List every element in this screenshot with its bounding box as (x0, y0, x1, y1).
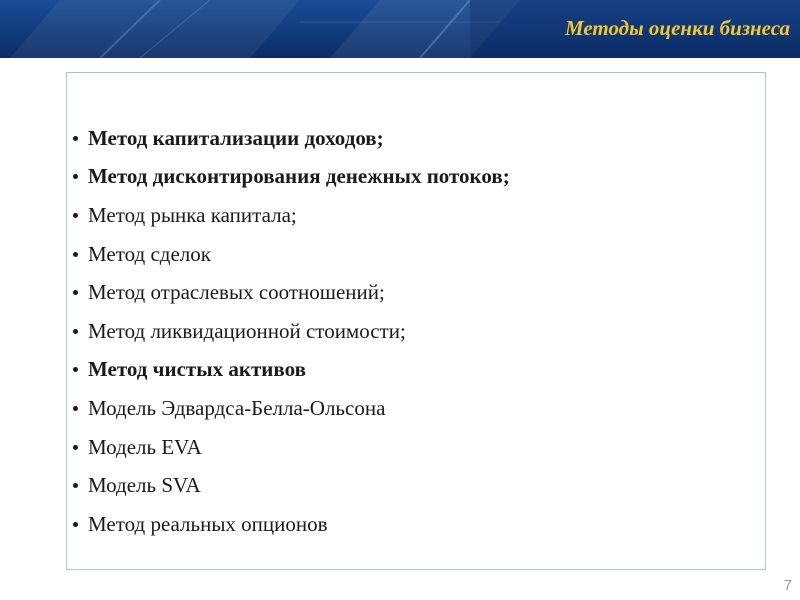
bullet-icon (73, 522, 78, 527)
method-text: Метод отраслевых соотношений; (88, 280, 385, 305)
method-item (73, 505, 510, 544)
method-item (73, 119, 510, 158)
method-text: Модель EVA (88, 434, 202, 459)
method-text: Модель Эдвардса-Белла-Ольсона (88, 395, 386, 420)
method-item (73, 196, 510, 235)
bullet-icon (73, 136, 78, 141)
bullet-icon (73, 445, 78, 450)
method-item (73, 389, 510, 428)
bullet-icon (73, 252, 78, 257)
method-item (73, 158, 510, 197)
bullet-icon (73, 406, 78, 411)
method-item (73, 351, 510, 390)
method-text: Метод чистых активов (88, 357, 306, 382)
bullet-icon (73, 483, 78, 488)
method-text: Метод сделок (88, 241, 211, 266)
method-text: Метод ликвидационной стоимости; (88, 318, 406, 343)
content-box (66, 72, 766, 570)
slide-title: Методы оценки бизнеса (564, 16, 790, 40)
method-text: Метод рынка капитала; (88, 202, 297, 227)
bullet-icon (73, 367, 78, 372)
method-item (73, 273, 510, 312)
bullet-icon (73, 329, 78, 334)
bullet-icon (73, 174, 78, 179)
method-item (73, 428, 510, 467)
method-text: Метод капитализации доходов; (88, 125, 384, 150)
method-item (73, 235, 510, 274)
bullet-icon (73, 213, 78, 218)
page-number: 7 (783, 577, 792, 594)
slide-header (0, 0, 800, 58)
methods-list (73, 119, 510, 544)
bullet-icon (73, 290, 78, 295)
method-item (73, 312, 510, 351)
method-text: Метод дисконтирования денежных потоков; (88, 164, 510, 189)
method-text: Модель SVA (88, 473, 201, 498)
method-item (73, 466, 510, 505)
method-text: Метод реальных опционов (88, 511, 328, 536)
